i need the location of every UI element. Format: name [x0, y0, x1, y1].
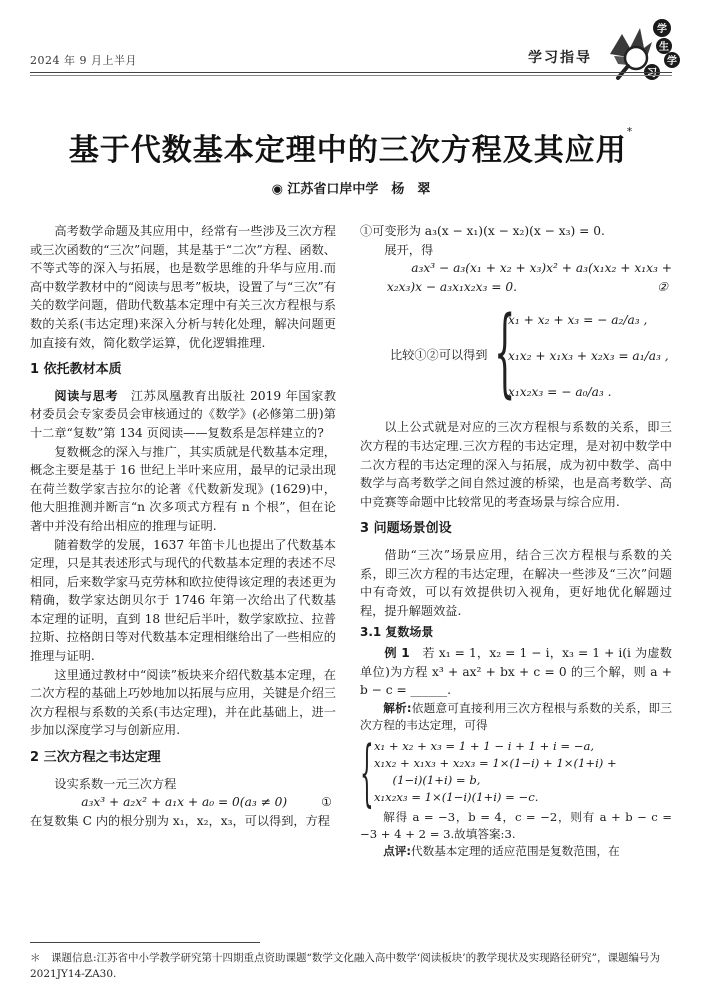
left-column: [30, 222, 336, 830]
compare-label: 比较①②可以得到: [390, 348, 488, 363]
paragraph-3: 随着数学的发展，1637 年笛卡儿也提出了代数基本定理，只是其表述形式与现代的代数基本定理的表述不尽相同，后来数学家马克劳林和欧拉使得该定理的表述更为精确，数学家达朗贝尔于 1746 年第一次给出了代数基本定理的证明，直到 18 世纪后半叶，数学家欧拉、拉普拉斯、拉格朗日等对代数基本定理相继给出了一些相应的推理与证明.: [30, 537, 336, 664]
solution-result: 解得 a = −3，b = 4，c = −2，则有 a + b − c = −3 + 4 + 2 = 3.故填答案:3.: [360, 809, 672, 841]
solution-paragraph: 解析:依题意可直接利用三次方程根与系数的关系，即三次方程的韦达定理，可得: [360, 700, 672, 733]
paragraph-5: 设实系数一元三次方程: [54, 776, 177, 791]
solution-line-2: x₁x₂ + x₁x₃ + x₂x₃ = 1×(1−i) + 1×(1+i) +: [374, 755, 617, 770]
issue-date: 2024 年 9 月上半月: [30, 54, 137, 67]
paragraph-6: 在复数集 C 内的根分别为 x₁，x₂，x₃，可以得到，方程: [30, 813, 330, 828]
note-label: 点评:: [383, 844, 412, 859]
author-line: ◉ 江苏省口岸中学 杨 翠: [271, 182, 431, 197]
paragraph-4: 这里通过教材中“阅读”板块来介绍代数基本定理，在二次方程的基础上巧妙地加以拓展与应用，关键是介绍三次方程根与系数的关系(韦达定理)，并在此基础上，进一步加以深度学习与创新应用.: [30, 667, 336, 738]
article-title: 基于代数基本定理中的三次方程及其应用*: [68, 125, 634, 168]
column-brand: 学习指导: [528, 50, 592, 66]
equation-2: a₃x³ − a₃(x₁ + x₂ + x₃)x² + a₃(x₁x₂ + x₁x₃ + x₂x₃)x − a₃x₁x₂x₃ = 0. ②: [360, 259, 672, 296]
title-footnote-mark: *: [626, 125, 634, 138]
equation-1: a₃x³ + a₂x² + a₁x + a₀ = 0(a₃ ≠ 0) ①: [30, 793, 336, 812]
header-rule: [30, 72, 672, 73]
logo-char-1: 学: [657, 24, 667, 35]
footnote-rule: [30, 942, 260, 943]
equation-2-number: ②: [657, 279, 668, 294]
example-1: 例 1 若 x₁ = 1，x₂ = 1 − i，x₃ = 1 + i(i 为虚数单位)为方程 x³ + ax² + bx + c = 0 的三个解，则 a + b − c = ______.: [360, 645, 672, 698]
vieta-line-3: x₁x₂x₃ = − a₀/a₃ .: [508, 385, 612, 400]
section-3-heading: 3 问题场景创设: [360, 521, 452, 537]
right-paragraph-1: ①可变形为 a₃(x − x₁)(x − x₂)(x − x₃) = 0.: [360, 224, 605, 238]
solution-line-1: x₁ + x₂ + x₃ = 1 + 1 − i + 1 + i = −a,: [374, 738, 595, 753]
equation-1-number: ①: [321, 795, 332, 810]
right-column: [360, 222, 672, 861]
intro-paragraph: 高考数学命题及其应用中，经常有一些涉及三次方程或三次函数的“三次”问题，其是基于“二次”方程、函数、不等式等的深入与拓展，也是数学思维的升华与应用.而高中数学教材中的“阅读与思考”板块，设置了与“三次”有关的数学问题，借助代数基本定理中有关三次方程根与系数的关系(韦达定理)来深入分析与转化处理，解决问题更加直接有效，简化数学运算，优化逻辑推理.: [30, 224, 336, 350]
magnifier-logo-icon: [600, 14, 680, 84]
right-paragraph-4: 借助“三次”场景应用，结合三次方程根与系数的关系，即三次方程的韦达定理，在解决一些涉及“三次”问题中有奇效，可以有效提供切入视角，更好地优化解题过程，提升解题效益.: [360, 547, 672, 618]
vieta-system: [360, 296, 672, 412]
note-paragraph: 点评:代数基本定理的适应范围是复数范围，在: [383, 844, 620, 859]
subsection-3-1-heading: 3.1 复数场景: [360, 625, 434, 640]
vieta-line-2: x₁x₂ + x₁x₃ + x₂x₃ = a₁/a₃ ,: [508, 349, 669, 364]
section-1-heading: 1 依托教材本质: [30, 362, 122, 378]
logo-char-4: 习: [647, 68, 657, 79]
solution-label: 解析:: [383, 700, 412, 715]
solution-line-3: (1−i)(1+i) = b,: [392, 772, 481, 787]
section-2-heading: 2 三次方程之韦达定理: [30, 750, 161, 766]
vieta-line-1: x₁ + x₂ + x₃ = − a₂/a₃ ,: [508, 313, 648, 328]
example-1-label: 例 1: [384, 645, 410, 660]
solution-system: [360, 729, 672, 814]
logo-char-3: 学: [667, 56, 677, 67]
left-brace-icon: {: [494, 296, 516, 409]
logo-char-2: 生: [659, 42, 669, 53]
header-rule-thin: [30, 75, 672, 76]
solution-line-4: x₁x₂x₃ = 1×(1−i)(1+i) = −c.: [374, 789, 539, 804]
reading-paragraph: 阅读与思考 江苏凤凰教育出版社 2019 年国家教材委员会专家委员会审核通过的《数学》(必修第二册)第十二章“复数”第 134 页阅读——复数系是怎样建立的?: [30, 388, 337, 440]
right-paragraph-2: 展开，得: [384, 242, 434, 257]
reading-label: 阅读与思考: [54, 388, 119, 403]
right-paragraph-3: 以上公式就是对应的三次方程根与系数的关系，即三次方程的韦达定理.三次方程的韦达定理，是对初中数学中二次方程的韦达定理的深入与拓展，成为初中数学、高中数学与高考数学之间自然过渡的桥梁，也是高考数学、高中竞赛等命题中比较常见的考查场景与综合应用.: [360, 420, 672, 509]
left-brace-icon: {: [360, 729, 374, 814]
paragraph-2: 复数概念的深入与推广，其实质就是代数基本定理，概念主要是基于 16 世纪上半叶来应用，最早的记录出现在荷兰数学家吉拉尔的论著《代数新发现》(1629)中，他大胆推测并断言“n 次多项式方程有 n 个根”，但在论著中并没有给出相应的推理与证明.: [30, 444, 336, 533]
footnote: ＊ 课题信息:江苏省中小学教学研究第十四期重点资助课题“数学文化融入高中数学‘阅读板块’的教学现状及实现路径研究”，课题编号为 2021JY14-ZA30.: [30, 952, 660, 980]
